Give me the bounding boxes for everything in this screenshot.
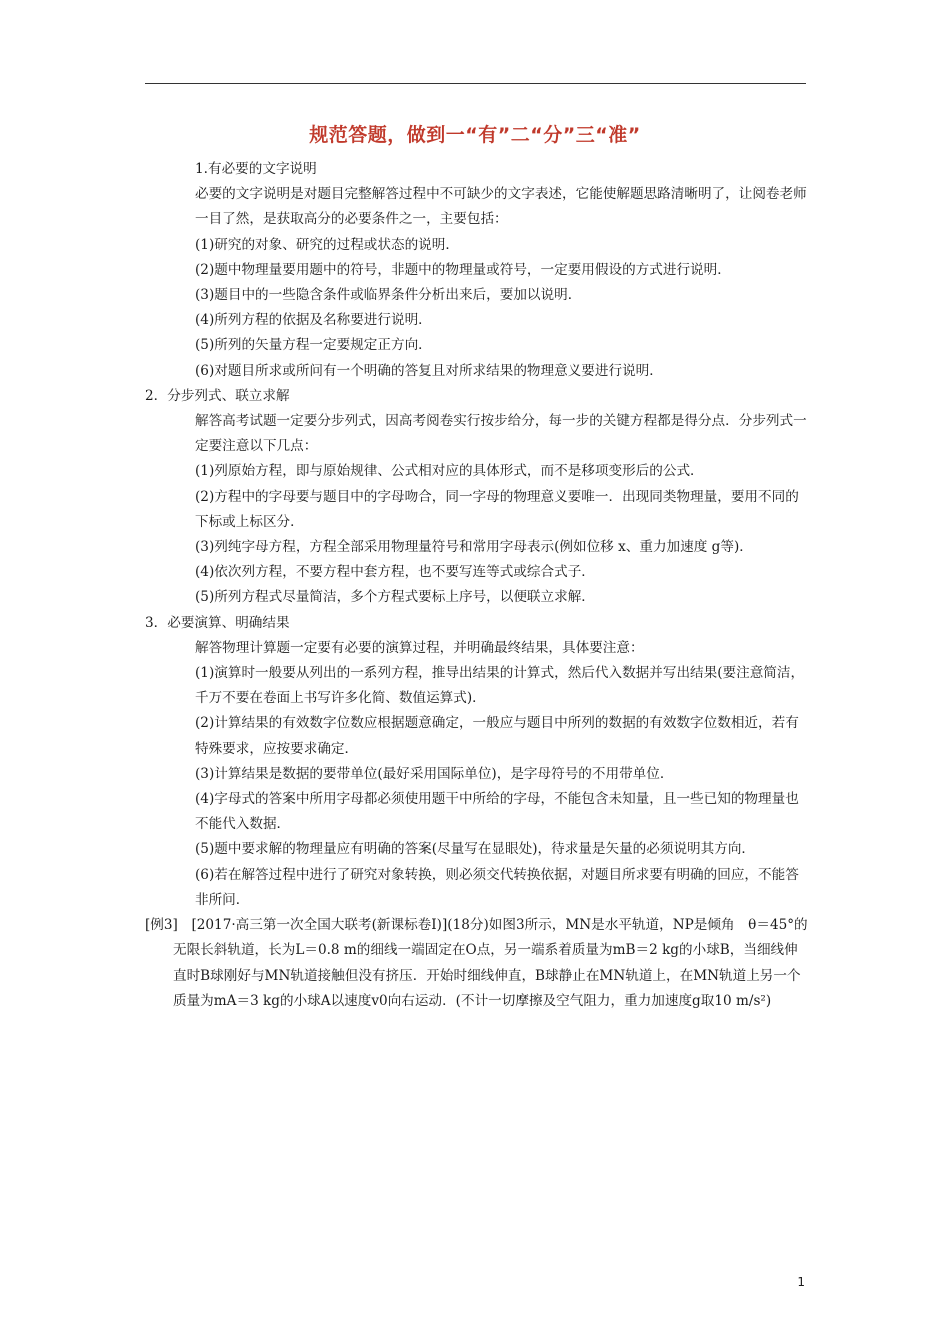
header-rule xyxy=(145,83,806,84)
list-item: (4)字母式的答案中所用字母都必须使用题干中所给的字母，不能包含未知量，且一些已知的物理量也不能代入数据． xyxy=(195,791,799,833)
list-item: (3)题目中的一些隐含条件或临界条件分析出来后，要加以说明． xyxy=(195,287,582,304)
list-item: (2)计算结果的有效数字位数应根据题意确定，一般应与题目中所列的数据的有效数字位数相近，若有特殊要求，应按要求确定． xyxy=(195,715,799,757)
list-item: (3)计算结果是数据的要带单位(最好采用国际单位)，是字母符号的不用带单位． xyxy=(195,765,674,782)
list-item: (5)所列的矢量方程一定要规定正方向． xyxy=(195,337,432,354)
list-item: (1)研究的对象、研究的过程或状态的说明． xyxy=(195,236,459,253)
document-body xyxy=(145,157,810,1014)
page-number: 1 xyxy=(797,1275,805,1289)
list-item: (5)题中要求解的物理量应有明确的答案(尽量写在显眼处)，待求量是矢量的必须说明其方向． xyxy=(195,841,756,858)
section-intro-3: 解答物理计算题一定要有必要的演算过程，并明确最终结果，具体要注意： xyxy=(195,639,644,656)
section-heading-3: 3．必要演算、明确结果 xyxy=(145,614,290,631)
section-intro-1: 必要的文字说明是对题目完整解答过程中不可缺少的文字表述，它能使解题思路清晰明了，让阅卷老师一目了然，是获取高分的必要条件之一，主要包括： xyxy=(195,186,807,228)
list-item: (2)题中物理量要用题中的符号，非题中的物理量或符号，一定要用假设的方式进行说明． xyxy=(195,261,731,278)
section-heading-1: 1.有必要的文字说明 xyxy=(195,161,317,177)
page-title: 规范答题，做到一“有”二“分”三“准” xyxy=(309,124,641,146)
list-item: (4)依次列方程，不要方程中套方程，也不要写连等式或综合式子． xyxy=(195,564,595,581)
list-item: (3)列纯字母方程，方程全部采用物理量符号和常用字母表示(例如位移 x、重力加速度 g等)． xyxy=(195,539,753,556)
section-heading-2: 2．分步列式、联立求解 xyxy=(145,387,290,404)
list-item: (6)对题目所求或所问有一个明确的答复且对所求结果的物理意义要进行说明． xyxy=(195,362,663,379)
example-problem: [例3] [2017·高三第一次全国大联考(新课标卷Ⅰ)](18分)如图3所示，MN是水平轨道，NP是倾角 θ＝45°的无限长斜轨道，长为L＝0.8 m的细线一端固定在O点，另一端系着质量为mB＝2 kg的小球B，当细线伸直时B球刚好与MN轨道接触但没有挤压．开始时细线伸直，B球静止在MN轨道上，在MN轨道上另一个质量为mA＝3 kg的小球A以速度v0向右运动．(不计一切摩擦及空气阻力，重力加速度g取10 m/s²) xyxy=(145,917,808,1009)
list-item: (4)所列方程的依据及名称要进行说明． xyxy=(195,312,432,329)
list-item: (1)列原始方程，即与原始规律、公式相对应的具体形式，而不是移项变形后的公式． xyxy=(195,463,704,480)
list-item: (2)方程中的字母要与题目中的字母吻合，同一字母的物理意义要唯一．出现同类物理量，要用不同的下标或上标区分． xyxy=(195,488,799,530)
list-item: (6)若在解答过程中进行了研究对象转换，则必须交代转换依据，对题目所求要有明确的回应，不能答非所问． xyxy=(195,866,799,908)
list-item: (5)所列方程式尽量简洁，多个方程式要标上序号，以便联立求解． xyxy=(195,589,595,606)
list-item: (1)演算时一般要从列出的一系列方程，推导出结果的计算式，然后代入数据并写出结果(要注意简洁，千万不要在卷面上书写许多化简、数值运算式)． xyxy=(195,665,805,707)
section-intro-2: 解答高考试题一定要分步列式，因高考阅卷实行按步给分，每一步的关键方程都是得分点．分步列式一定要注意以下几点： xyxy=(195,413,807,455)
